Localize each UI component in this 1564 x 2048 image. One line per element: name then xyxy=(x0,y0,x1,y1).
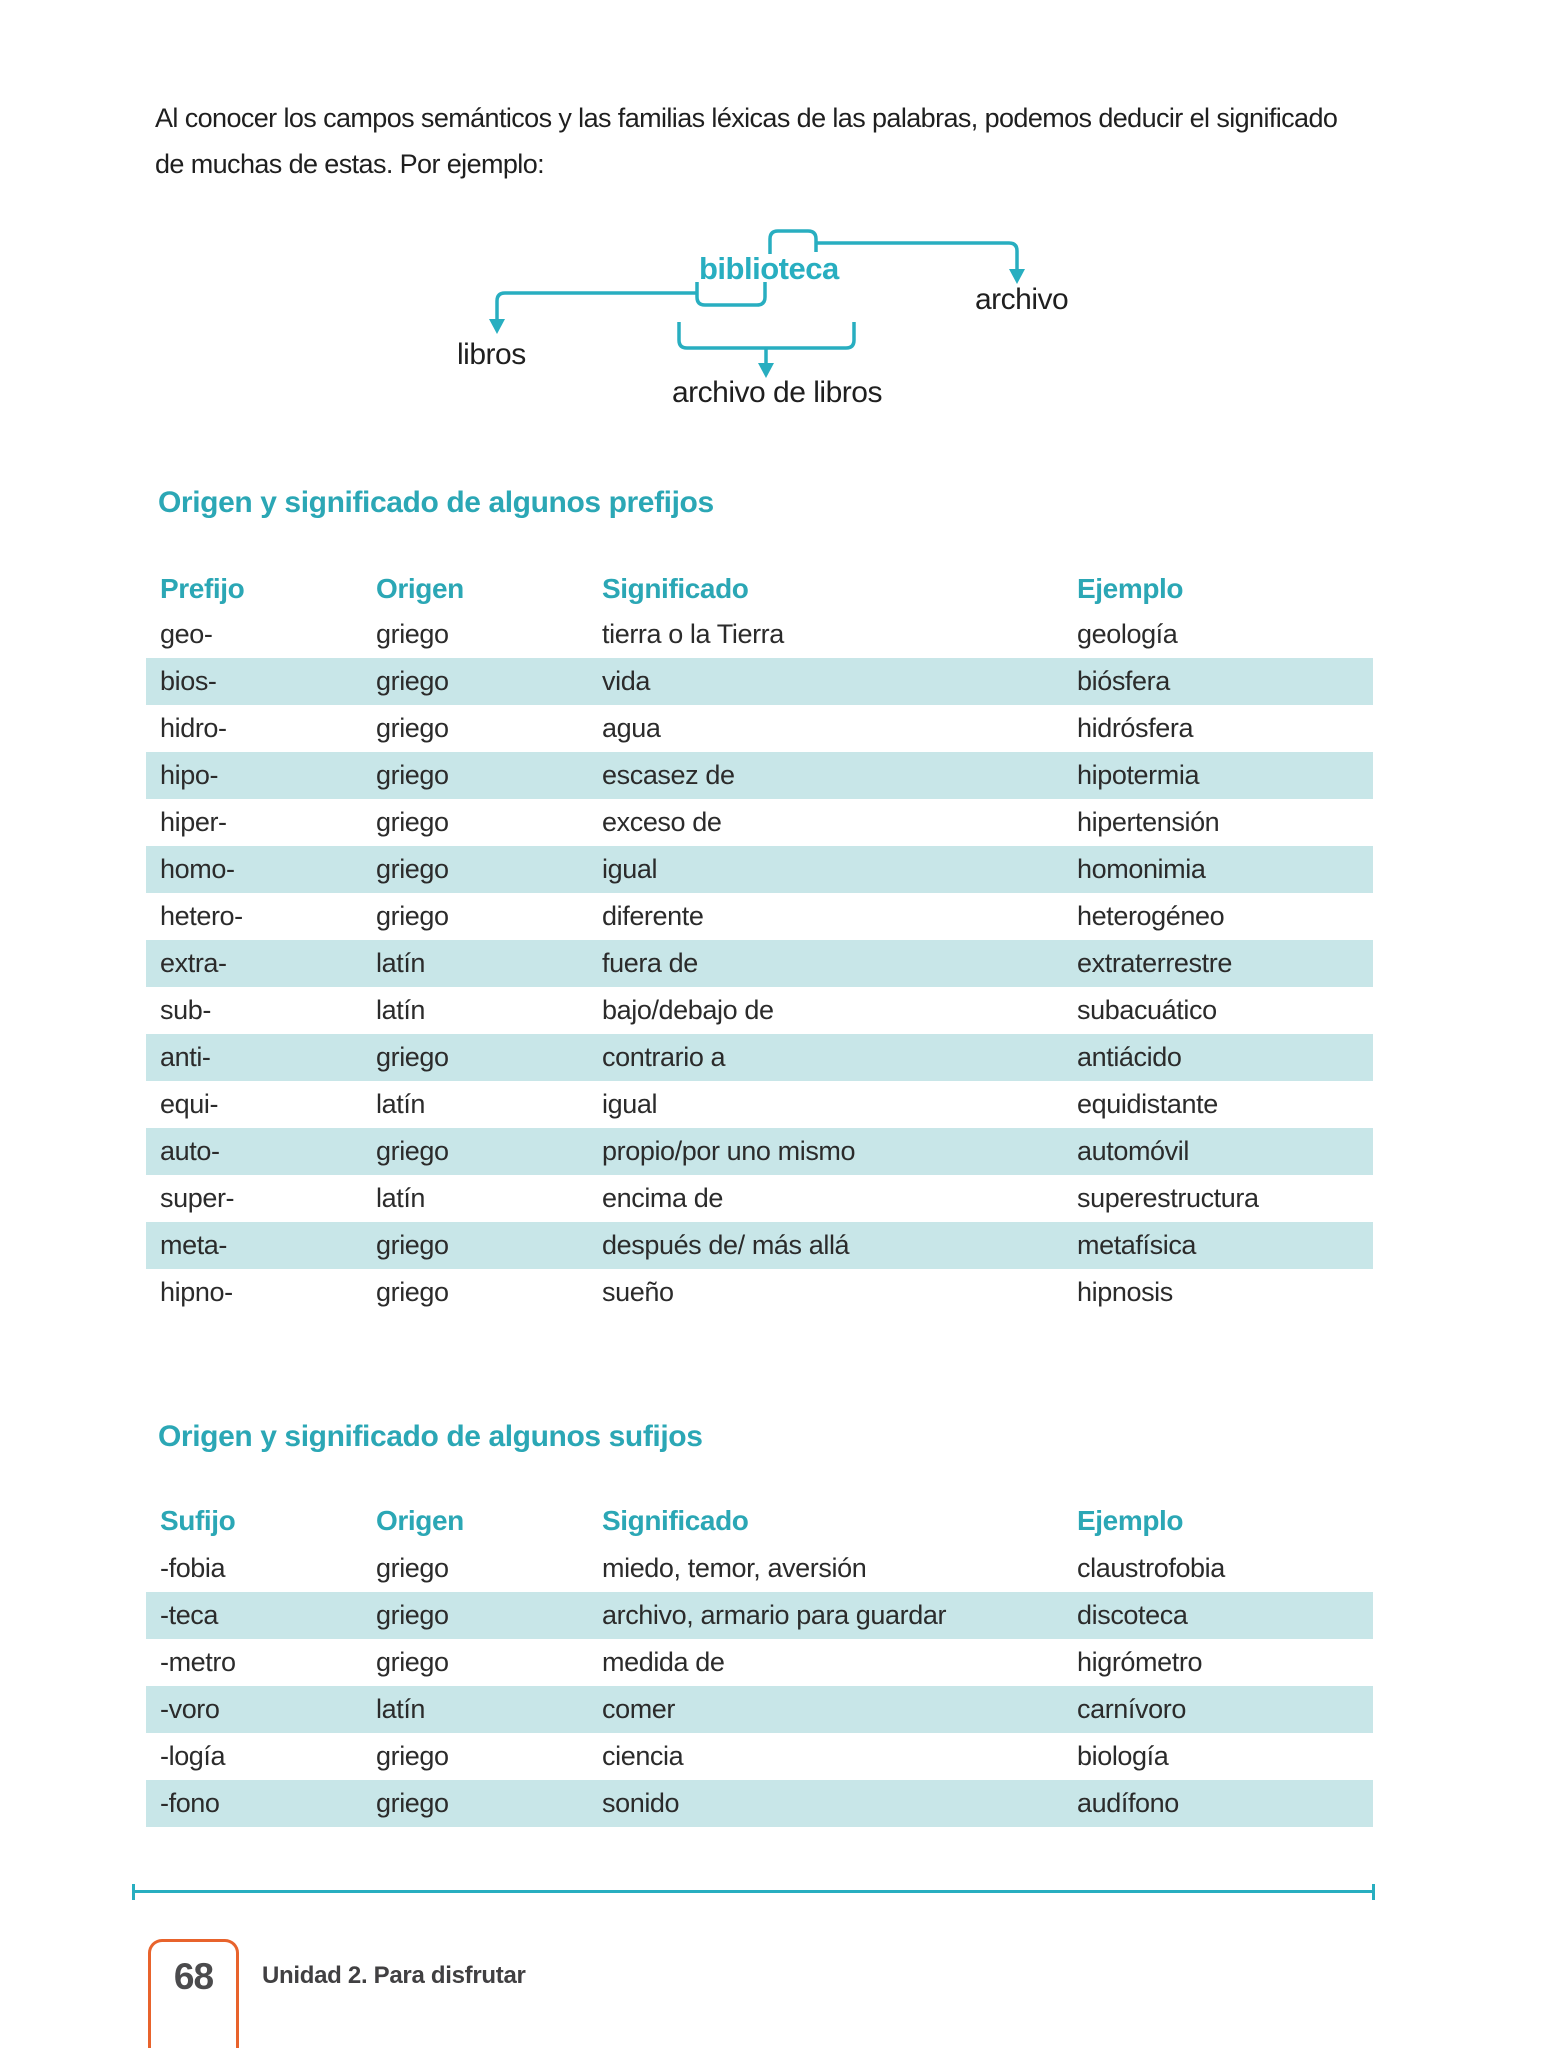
cell-origin: griego xyxy=(376,1788,449,1818)
cell-meaning: después de/ más allá xyxy=(602,1230,850,1260)
cell-origin: griego xyxy=(376,901,449,931)
arrow-down-icon xyxy=(1009,269,1025,284)
table-row xyxy=(146,1733,1373,1780)
intro-line-2: de muchas de estas. Por ejemplo: xyxy=(155,149,545,179)
table-row xyxy=(146,987,1373,1034)
cell-meaning: sonido xyxy=(602,1788,680,1818)
suffix-connector-line xyxy=(816,243,1017,270)
cell-meaning: escasez de xyxy=(602,760,735,790)
cell-example: claustrofobia xyxy=(1077,1553,1225,1583)
unit-label: Unidad 2. Para disfrutar xyxy=(262,1962,526,1989)
prefix-section-title: Origen y significado de algunos prefijos xyxy=(158,486,714,519)
cell-origin: griego xyxy=(376,760,449,790)
suffix-table xyxy=(146,1496,1373,1827)
table-row xyxy=(146,1175,1373,1222)
table-row xyxy=(146,658,1373,705)
diagram-label-archivo-de-libros: archivo de libros xyxy=(672,376,882,409)
cell-meaning: diferente xyxy=(602,901,704,931)
cell-affix: hidro- xyxy=(160,713,227,743)
cell-origin: griego xyxy=(376,1647,449,1677)
table-row xyxy=(146,940,1373,987)
cell-example: subacuático xyxy=(1077,995,1217,1025)
cell-affix: homo- xyxy=(160,854,235,884)
cell-example: heterogéneo xyxy=(1077,901,1225,931)
cell-meaning: igual xyxy=(602,854,658,884)
page-number: 68 xyxy=(173,1956,214,1997)
cell-affix: -logía xyxy=(160,1741,226,1771)
cell-affix: hipo- xyxy=(160,760,219,790)
rule-bar xyxy=(132,1890,1375,1893)
cell-example: geología xyxy=(1077,619,1178,649)
cell-affix: hipno- xyxy=(160,1277,233,1307)
cell-meaning: tierra o la Tierra xyxy=(602,619,784,649)
cell-example: hipertensión xyxy=(1077,807,1220,837)
diagram-label-archivo: archivo xyxy=(975,283,1069,316)
table-row xyxy=(146,1222,1373,1269)
cell-affix: auto- xyxy=(160,1136,220,1166)
cell-affix: hiper- xyxy=(160,807,227,837)
cell-affix: meta- xyxy=(160,1230,228,1260)
cell-origin: griego xyxy=(376,1553,449,1583)
cell-example: biósfera xyxy=(1077,666,1170,696)
cell-example: discoteca xyxy=(1077,1600,1188,1630)
suffix-table-header-row xyxy=(146,1496,1373,1545)
table-row xyxy=(146,799,1373,846)
cell-meaning: comer xyxy=(602,1694,676,1724)
cell-origin: griego xyxy=(376,1741,449,1771)
table-row xyxy=(146,1128,1373,1175)
cell-meaning: miedo, temor, aversión xyxy=(602,1553,867,1583)
page-number-tab xyxy=(148,1939,239,2048)
cell-meaning: igual xyxy=(602,1089,658,1119)
diagram-label-libros: libros xyxy=(457,338,526,371)
table-row xyxy=(146,1639,1373,1686)
cell-example: hipotermia xyxy=(1077,760,1200,790)
cell-meaning: medida de xyxy=(602,1647,725,1677)
cell-affix: bios- xyxy=(160,666,217,696)
cell-affix: geo- xyxy=(160,619,213,649)
cell-example: audífono xyxy=(1077,1788,1179,1818)
table-row xyxy=(146,611,1373,658)
column-header-origen: Origen xyxy=(376,1505,464,1536)
suffix-section-title: Origen y significado de algunos sufijos xyxy=(158,1420,703,1453)
column-header-significado: Significado xyxy=(602,1505,749,1536)
rule-right-tick xyxy=(1372,1884,1375,1900)
cell-example: extraterrestre xyxy=(1077,948,1232,978)
cell-example: equidistante xyxy=(1077,1089,1218,1119)
arrow-down-icon xyxy=(489,319,505,334)
cell-origin: griego xyxy=(376,666,449,696)
cell-example: carnívoro xyxy=(1077,1694,1186,1724)
cell-example: antiácido xyxy=(1077,1042,1182,1072)
cell-example: metafísica xyxy=(1077,1230,1197,1260)
prefix-table xyxy=(146,566,1373,1316)
cell-meaning: encima de xyxy=(602,1183,723,1213)
cell-affix: extra- xyxy=(160,948,227,978)
root-connector-line xyxy=(497,293,697,320)
intro-paragraph xyxy=(155,95,1455,187)
cell-meaning: archivo, armario para guardar xyxy=(602,1600,947,1630)
cell-example: homonimia xyxy=(1077,854,1206,884)
cell-affix: -metro xyxy=(160,1647,236,1677)
cell-origin: griego xyxy=(376,619,449,649)
cell-origin: griego xyxy=(376,1230,449,1260)
cell-affix: equi- xyxy=(160,1089,219,1119)
cell-meaning: sueño xyxy=(602,1277,674,1307)
cell-affix: sub- xyxy=(160,995,211,1025)
cell-affix: -fobia xyxy=(160,1553,226,1583)
footer-rule xyxy=(132,1884,1375,1900)
cell-meaning: fuera de xyxy=(602,948,698,978)
table-row xyxy=(146,893,1373,940)
table-row xyxy=(146,1780,1373,1827)
table-row xyxy=(146,846,1373,893)
cell-meaning: contrario a xyxy=(602,1042,726,1072)
cell-origin: griego xyxy=(376,713,449,743)
column-header-prefijo: Prefijo xyxy=(160,573,245,604)
whole-word-bracket xyxy=(679,322,854,348)
cell-example: hipnosis xyxy=(1077,1277,1173,1307)
table-row xyxy=(146,1269,1373,1316)
cell-origin: latín xyxy=(376,948,426,978)
diagram-root-word: biblioteca xyxy=(699,251,839,286)
cell-origin: griego xyxy=(376,807,449,837)
column-header-sufijo: Sufijo xyxy=(160,1505,236,1536)
cell-origin: latín xyxy=(376,1183,426,1213)
cell-origin: griego xyxy=(376,1277,449,1307)
cell-meaning: agua xyxy=(602,713,661,743)
cell-origin: griego xyxy=(376,1042,449,1072)
cell-affix: hetero- xyxy=(160,901,243,931)
cell-affix: -voro xyxy=(160,1694,220,1724)
table-row xyxy=(146,1545,1373,1592)
table-row xyxy=(146,1034,1373,1081)
cell-example: higrómetro xyxy=(1077,1647,1203,1677)
cell-example: superestructura xyxy=(1077,1183,1259,1213)
suffix-table-body xyxy=(146,1545,1373,1827)
cell-affix: super- xyxy=(160,1183,235,1213)
cell-meaning: propio/por uno mismo xyxy=(602,1136,856,1166)
cell-meaning: bajo/debajo de xyxy=(602,995,774,1025)
table-row xyxy=(146,1686,1373,1733)
cell-meaning: exceso de xyxy=(602,807,722,837)
table-row xyxy=(146,1081,1373,1128)
table-row xyxy=(146,1592,1373,1639)
cell-example: hidrósfera xyxy=(1077,713,1194,743)
prefix-table-body xyxy=(146,611,1373,1316)
cell-origin: griego xyxy=(376,854,449,884)
cell-origin: latín xyxy=(376,995,426,1025)
cell-origin: griego xyxy=(376,1136,449,1166)
cell-origin: latín xyxy=(376,1694,426,1724)
cell-example: biología xyxy=(1077,1741,1169,1771)
table-row xyxy=(146,705,1373,752)
column-header-significado: Significado xyxy=(602,573,749,604)
cell-affix: -teca xyxy=(160,1600,219,1630)
cell-affix: anti- xyxy=(160,1042,211,1072)
prefix-table-header-row xyxy=(146,566,1373,611)
cell-origin: griego xyxy=(376,1600,449,1630)
cell-origin: latín xyxy=(376,1089,426,1119)
column-header-ejemplo: Ejemplo xyxy=(1077,573,1184,604)
cell-meaning: ciencia xyxy=(602,1741,684,1771)
cell-meaning: vida xyxy=(602,666,650,696)
column-header-ejemplo: Ejemplo xyxy=(1077,1505,1184,1536)
cell-example: automóvil xyxy=(1077,1136,1189,1166)
table-row xyxy=(146,752,1373,799)
cell-affix: -fono xyxy=(160,1788,220,1818)
column-header-origen: Origen xyxy=(376,573,464,604)
intro-line-1: Al conocer los campos semánticos y las familias léxicas de las palabras, podemos deducir el significado xyxy=(155,103,1338,133)
